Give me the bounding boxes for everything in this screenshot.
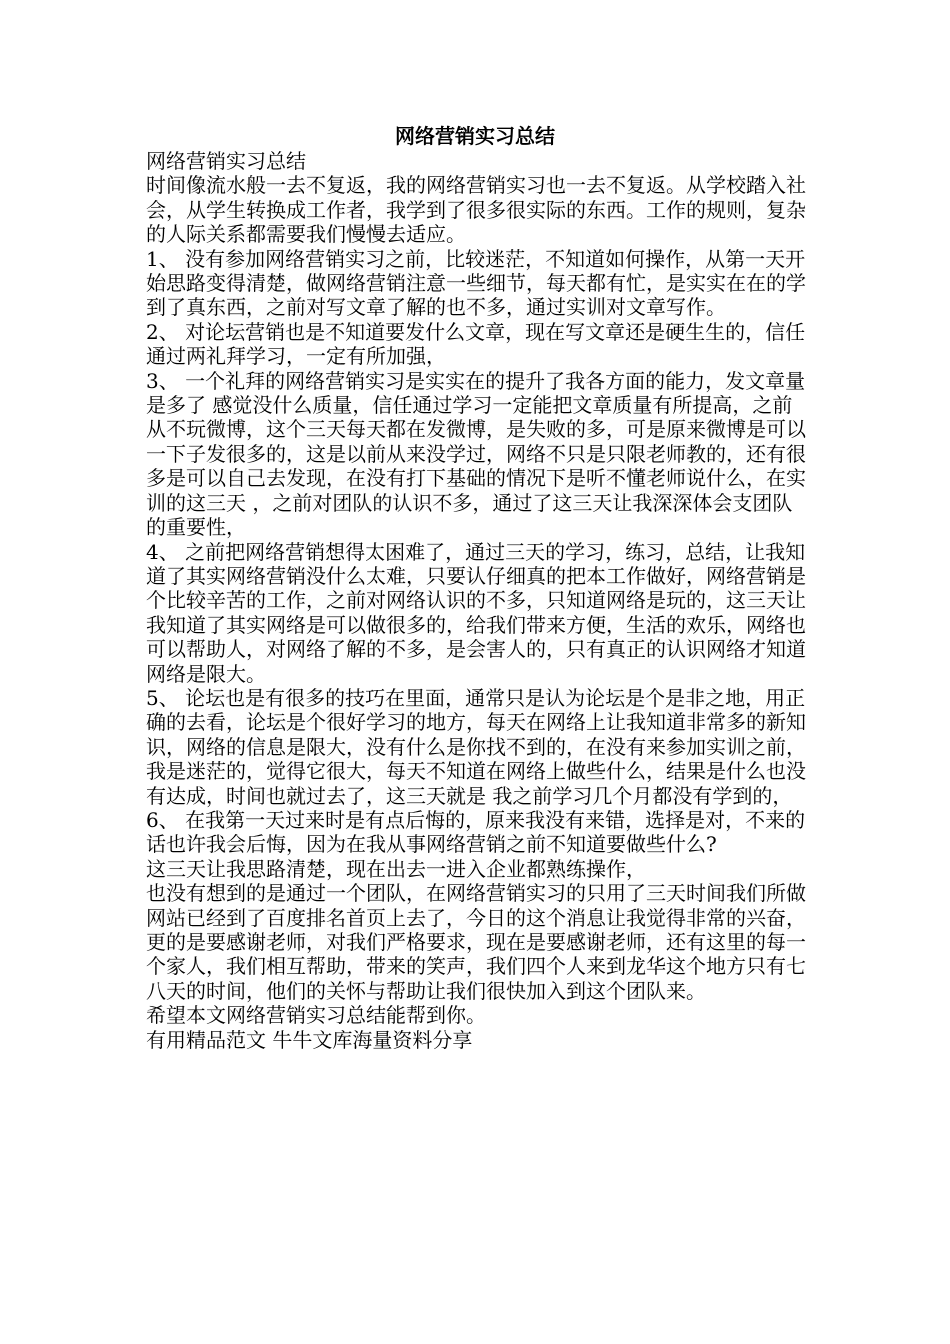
- point-1-paragraph: 1、 没有参加网络营销实习之前，比较迷茫，不知道如何操作，从第一天开始思路变得清楚，做网络营销注意一些细节，每天都有忙，是实实在在的学到了真东西，之前对写文章了解的也不多，通过实训对文章写作。: [146, 246, 806, 320]
- point-6-paragraph: 6、 在我第一天过来时是有点后悔的，原来我没有来错，选择是对，不来的话也许我会后悔，因为在我从事网络营销之前不知道要做些什么?: [146, 807, 806, 857]
- document-body: [146, 149, 811, 1052]
- point-4-paragraph: 4、 之前把网络营销想得太困难了，通过三天的学习，练习，总结，让我知道了其实网络营销没什么太难，只要认仔细真的把本工作做好，网络营销是个比较辛苦的工作，之前对网络认识的不多，只知道网络是玩的，这三天让我知道了其实网络是可以做很多的，给我们带来方便，生活的欢乐，网络也可以帮助人，对网络了解的不多，是会害人的，只有真正的认识网络才知道网络是限大。: [146, 539, 806, 686]
- reflection-paragraph: 这三天让我思路清楚，现在出去一进入企业都熟练操作，: [146, 856, 646, 881]
- document-title: 网络营销实习总结: [395, 124, 555, 148]
- point-3-paragraph: 3、 一个礼拜的网络营销实习是实实在的提升了我各方面的能力，发文章量是多了 感觉没什么质量，信任通过学习一定能把文章质量有所提高，之前从不玩微博，这个三天每天都在发微博，是失败的多，可是原来微博是可以一下子发很多的，这是以前从来没学过，网络不只是只限老师教的，还有很多是可以自己去发现，在没有打下基础的情况下是听不懂老师说什么，在实训的这三天 ，之前对团队的认识不多，通过了这三天让我深深体会支团队的重要性，: [146, 368, 806, 540]
- subtitle-line: 网络营销实习总结: [146, 149, 306, 173]
- intro-paragraph: 时间像流水般一去不复返，我的网络营销实习也一去不复返。从学校踏入社会，从学生转换成工作者，我学到了很多很实际的东西。工作的规则，复杂的人际关系都需要我们慢慢去适应。: [146, 173, 806, 247]
- team-paragraph: 也没有想到的是通过一个团队，在网络营销实习的只用了三天时间我们所做网站已经到了百度排名首页上去了，今日的这个消息让我觉得非常的兴奋，更的是要感谢老师，对我们严格要求，现在是要感谢老师，还有这里的每一个家人，我们相互帮助，带来的笑声，我们四个人来到龙华这个地方只有七八天的时间，他们的关怀与帮助让我们很快加入到这个团队来。: [146, 881, 806, 1003]
- closing-line: 希望本文网络营销实习总结能帮到你。: [146, 1003, 486, 1028]
- footer-line: 有用精品范文 牛牛文库海量资料分享: [146, 1027, 473, 1052]
- point-2-paragraph: 2、 对论坛营销也是不知道要发什么文章，现在写文章还是硬生生的，信任通过两礼拜学习，一定有所加强，: [146, 319, 806, 369]
- point-5-paragraph: 5、 论坛也是有很多的技巧在里面，通常只是认为论坛是个是非之地，用正确的去看，论坛是个很好学习的地方，每天在网络上让我知道非常多的新知识，网络的信息是限大，没有什么是你找不到的，在没有来参加实训之前，我是迷茫的，觉得它很大，每天不知道在网络上做些什么，结果是什么也没有达成，时间也就过去了，这三天就是 我之前学习几个月都没有学到的，: [146, 685, 806, 808]
